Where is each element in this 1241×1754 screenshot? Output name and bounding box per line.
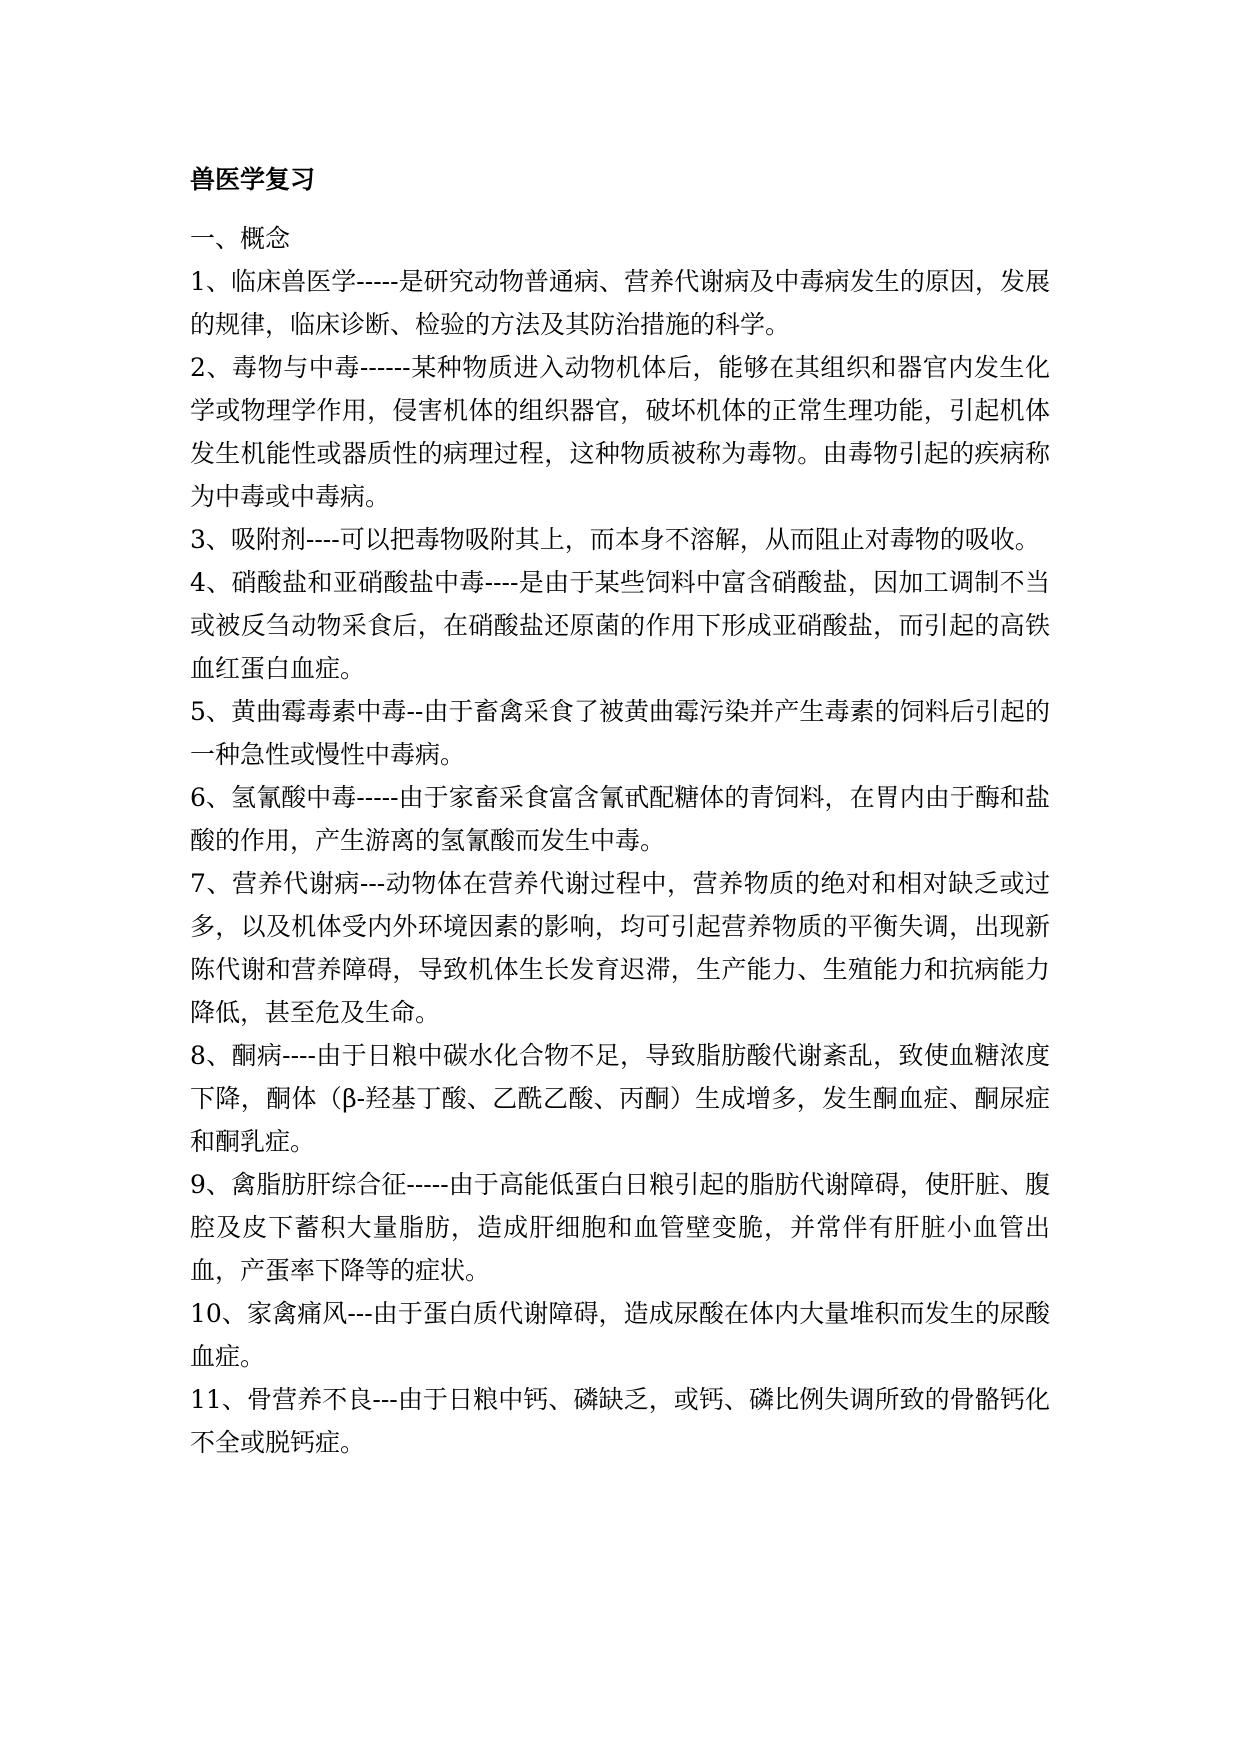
definition-entry: 1、临床兽医学-----是研究动物普通病、营养代谢病及中毒病发生的原因，发展的规律，临床诊断、检验的方法及其防治措施的科学。 bbox=[190, 267, 1050, 339]
document-title: 兽医学复习 bbox=[190, 165, 316, 194]
document-body bbox=[190, 160, 1050, 1464]
definition-entry: 2、毒物与中毒------某种物质进入动物机体后，能够在其组织和器官内发生化学或物理学作用，侵害机体的组织器官，破坏机体的正常生理功能，引起机体发生机能性或器质性的病理过程，这种物质被称为毒物。由毒物引起的疾病称为中毒或中毒病。 bbox=[190, 353, 1050, 511]
section-heading: 一、概念 bbox=[190, 224, 291, 253]
definition-entry: 11、骨营养不良---由于日粮中钙、磷缺乏，或钙、磷比例失调所致的骨骼钙化不全或脱钙症。 bbox=[190, 1385, 1050, 1457]
definition-list bbox=[190, 260, 1050, 1464]
definition-entry: 7、营养代谢病---动物体在营养代谢过程中，营养物质的绝对和相对缺乏或过多，以及机体受内外环境因素的影响，均可引起营养物质的平衡失调，出现新陈代谢和营养障碍，导致机体生长发育迟滞，生产能力、生殖能力和抗病能力降低，甚至危及生命。 bbox=[190, 869, 1050, 1027]
definition-entry: 10、家禽痛风---由于蛋白质代谢障碍，造成尿酸在体内大量堆积而发生的尿酸血症。 bbox=[190, 1299, 1050, 1371]
definition-entry: 3、吸附剂----可以把毒物吸附其上，而本身不溶解，从而阻止对毒物的吸收。 bbox=[190, 525, 1040, 554]
definition-entry: 8、酮病----由于日粮中碳水化合物不足，导致脂肪酸代谢紊乱，致使血糖浓度下降，酮体（β-羟基丁酸、乙酰乙酸、丙酮）生成增多，发生酮血症、酮尿症和酮乳症。 bbox=[190, 1041, 1050, 1156]
definition-entry: 6、氢氰酸中毒-----由于家畜采食富含氰甙配糖体的青饲料，在胃内由于酶和盐酸的作用，产生游离的氢氰酸而发生中毒。 bbox=[190, 783, 1050, 855]
definition-entry: 9、禽脂肪肝综合征-----由于高能低蛋白日粮引起的脂肪代谢障碍，使肝脏、腹腔及皮下蓄积大量脂肪，造成肝细胞和血管壁变脆，并常伴有肝脏小血管出血，产蛋率下降等的症状。 bbox=[190, 1170, 1050, 1285]
definition-entry: 4、硝酸盐和亚硝酸盐中毒----是由于某些饲料中富含硝酸盐，因加工调制不当或被反刍动物采食后，在硝酸盐还原菌的作用下形成亚硝酸盐，而引起的高铁血红蛋白血症。 bbox=[190, 568, 1050, 683]
definition-entry: 5、黄曲霉毒素中毒--由于畜禽采食了被黄曲霉污染并产生毒素的饲料后引起的一种急性或慢性中毒病。 bbox=[190, 697, 1050, 769]
